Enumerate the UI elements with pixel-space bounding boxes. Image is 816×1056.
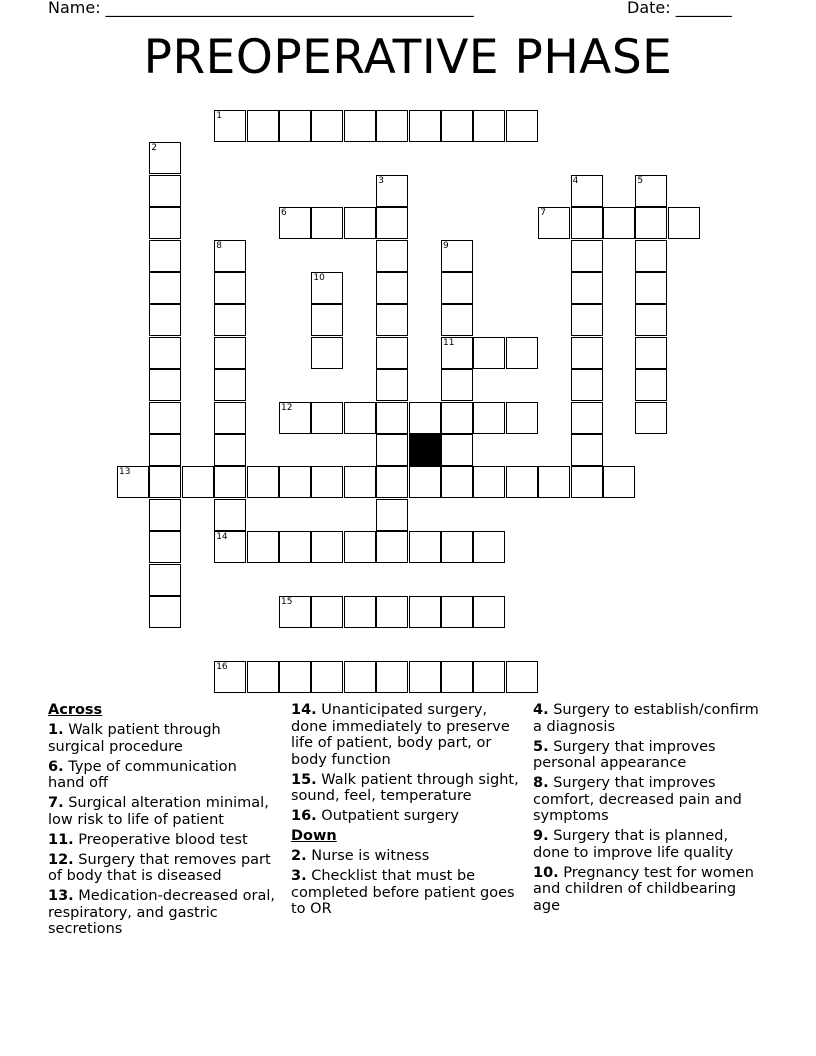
grid-cell[interactable]	[506, 110, 538, 142]
grid-cell[interactable]	[668, 207, 700, 239]
clue-text: Checklist that must be completed before patient goes to OR	[291, 868, 515, 917]
grid-cell[interactable]	[376, 272, 408, 304]
clue-number: 15	[281, 597, 293, 607]
clue-text: Preoperative blood test	[78, 831, 248, 848]
clue-heading-down: Down	[291, 828, 337, 844]
grid-cell[interactable]	[311, 110, 343, 142]
grid-cell[interactable]	[376, 434, 408, 466]
clue-text: Unanticipated surgery, done immediately to preserve life of patient, body part, or body function	[291, 702, 510, 768]
clue-number: 3	[378, 175, 384, 186]
grid-cell[interactable]	[441, 402, 473, 434]
grid-cell[interactable]	[214, 402, 246, 434]
clue-text: Surgery that improves personal appearance	[533, 738, 716, 771]
grid-cell[interactable]	[279, 207, 311, 239]
grid-cell[interactable]	[441, 531, 473, 563]
grid-cell[interactable]	[473, 402, 505, 434]
grid-cell[interactable]	[344, 661, 376, 693]
clue-number-label: 3.	[291, 868, 307, 884]
grid-cell[interactable]	[376, 661, 408, 693]
grid-cell[interactable]	[214, 304, 246, 336]
grid-cell[interactable]	[376, 531, 408, 563]
grid-cell[interactable]	[344, 596, 376, 628]
clue-item	[48, 759, 276, 792]
grid-cell[interactable]	[149, 337, 181, 369]
grid-cell[interactable]	[571, 207, 603, 239]
name-field[interactable]: Name: ______________________________________________	[48, 0, 474, 17]
clue-number-label: 11.	[48, 831, 74, 848]
clue-number-label: 5.	[533, 738, 549, 755]
grid-cell[interactable]	[571, 434, 603, 466]
grid-cell[interactable]	[149, 272, 181, 304]
clue-number-label: 2.	[291, 848, 307, 864]
clue-number-label: 13.	[48, 888, 74, 904]
grid-cell[interactable]	[473, 596, 505, 628]
clue-item	[533, 865, 761, 915]
grid-cell[interactable]	[635, 369, 667, 401]
grid-cell[interactable]	[473, 531, 505, 563]
grid-cell[interactable]	[409, 661, 441, 693]
grid-cell[interactable]	[344, 466, 376, 498]
clue-text: Type of communication hand off	[48, 758, 237, 791]
grid-cell[interactable]	[344, 531, 376, 563]
clue-item	[291, 702, 519, 768]
grid-cell[interactable]	[571, 240, 603, 272]
clue-item	[291, 848, 519, 865]
grid-cell[interactable]	[441, 337, 473, 369]
grid-cell[interactable]	[279, 110, 311, 142]
clue-text: Pregnancy test for women and children of childbearing age	[533, 864, 754, 914]
clue-item	[291, 772, 519, 805]
clue-item	[533, 828, 761, 861]
clue-number-label: 12.	[48, 851, 74, 868]
grid-cell[interactable]	[635, 337, 667, 369]
grid-cell[interactable]	[538, 207, 570, 239]
grid-cell[interactable]	[571, 466, 603, 498]
grid-cell[interactable]	[473, 337, 505, 369]
grid-cell[interactable]	[473, 466, 505, 498]
grid-cell[interactable]	[441, 596, 473, 628]
clue-item	[533, 739, 761, 772]
clue-number: 12	[281, 402, 293, 413]
grid-cell[interactable]	[506, 402, 538, 434]
clue-number: 11	[443, 337, 455, 348]
grid-cell[interactable]	[603, 466, 635, 498]
grid-cell[interactable]	[311, 337, 343, 369]
clue-item	[533, 775, 761, 825]
grid-cell[interactable]	[409, 596, 441, 628]
grid-cell[interactable]	[214, 110, 246, 142]
grid-cell[interactable]	[214, 337, 246, 369]
grid-cell[interactable]	[603, 207, 635, 239]
grid-cell[interactable]	[149, 175, 181, 207]
grid-cell[interactable]	[279, 466, 311, 498]
grid-cell[interactable]	[247, 661, 279, 693]
grid-cell[interactable]	[376, 240, 408, 272]
grid-cell[interactable]	[441, 110, 473, 142]
grid-cell[interactable]	[214, 499, 246, 531]
grid-cell[interactable]	[149, 499, 181, 531]
grid-cell[interactable]	[149, 240, 181, 272]
clue-text: Walk patient through surgical procedure	[48, 722, 221, 755]
clue-number-label: 7.	[48, 795, 64, 811]
clue-number: 13	[119, 467, 131, 478]
grid-cell[interactable]	[635, 207, 667, 239]
grid-cell[interactable]	[214, 272, 246, 304]
grid-cell[interactable]	[376, 466, 408, 498]
clue-text: Surgery that improves comfort, decreased pain and symptoms	[533, 775, 742, 824]
grid-cell[interactable]	[149, 531, 181, 563]
grid-cell[interactable]	[214, 240, 246, 272]
grid-cell[interactable]	[214, 434, 246, 466]
grid-cell[interactable]	[409, 402, 441, 434]
grid-cell[interactable]	[376, 369, 408, 401]
grid-cell[interactable]	[344, 402, 376, 434]
grid-cell[interactable]	[473, 110, 505, 142]
grid-cell[interactable]	[311, 304, 343, 336]
clue-column-2	[291, 702, 519, 921]
grid-cell[interactable]	[247, 466, 279, 498]
clue-text: Nurse is witness	[311, 848, 430, 864]
clue-column-1	[48, 702, 276, 941]
grid-cell[interactable]	[149, 142, 181, 174]
grid-cell[interactable]	[247, 531, 279, 563]
clue-text: Surgery that removes part of body that is diseased	[48, 851, 271, 884]
grid-cell[interactable]	[149, 304, 181, 336]
clue-item	[48, 852, 276, 885]
clue-number-label: 6.	[48, 758, 64, 775]
grid-cell[interactable]	[311, 402, 343, 434]
grid-cell[interactable]	[571, 175, 603, 207]
clue-number: 6	[281, 208, 287, 219]
grid-cell[interactable]	[571, 369, 603, 401]
grid-cell[interactable]	[214, 369, 246, 401]
clue-number: 7	[540, 208, 546, 219]
clue-item	[48, 722, 276, 755]
grid-cell[interactable]	[279, 402, 311, 434]
clue-heading-across: Across	[48, 702, 103, 718]
grid-cell[interactable]	[409, 466, 441, 498]
clue-number-label: 9.	[533, 828, 549, 844]
clue-number: 2	[151, 143, 158, 154]
grid-cell[interactable]	[117, 466, 149, 498]
grid-cell[interactable]	[149, 564, 181, 596]
clue-number: 5	[637, 175, 644, 186]
clue-number-label: 4.	[533, 702, 549, 718]
grid-cell[interactable]	[571, 337, 603, 369]
grid-cell[interactable]	[279, 596, 311, 628]
grid-cell[interactable]	[311, 466, 343, 498]
clue-number-label: 15.	[291, 771, 317, 788]
black-cell	[409, 434, 441, 466]
grid-cell[interactable]	[571, 272, 603, 304]
grid-cell[interactable]	[376, 337, 408, 369]
grid-cell[interactable]	[149, 434, 181, 466]
grid-cell[interactable]	[311, 531, 343, 563]
clue-item	[291, 868, 519, 918]
grid-cell[interactable]	[538, 466, 570, 498]
page-title: PREOPERATIVE PHASE	[143, 30, 673, 85]
clue-number: 14	[216, 532, 228, 543]
grid-cell[interactable]	[182, 466, 214, 498]
grid-cell[interactable]	[344, 207, 376, 239]
grid-cell[interactable]	[441, 661, 473, 693]
clue-number: 16	[216, 661, 228, 672]
clue-number: 10	[313, 273, 325, 283]
grid-cell[interactable]	[635, 175, 667, 207]
grid-cell[interactable]	[149, 596, 181, 628]
clue-number-label: 8.	[533, 775, 549, 791]
grid-cell[interactable]	[473, 661, 505, 693]
grid-cell[interactable]	[311, 207, 343, 239]
grid-cell[interactable]	[149, 207, 181, 239]
grid-cell[interactable]	[635, 304, 667, 336]
grid-cell[interactable]	[279, 661, 311, 693]
grid-cell[interactable]	[409, 110, 441, 142]
grid-cell[interactable]	[214, 531, 246, 563]
grid-cell[interactable]	[506, 661, 538, 693]
grid-cell[interactable]	[376, 596, 408, 628]
grid-cell[interactable]	[149, 402, 181, 434]
grid-cell[interactable]	[376, 207, 408, 239]
grid-cell[interactable]	[247, 110, 279, 142]
grid-cell[interactable]	[376, 304, 408, 336]
grid-cell[interactable]	[635, 272, 667, 304]
clue-text: Surgery that is planned, done to improve life quality	[533, 828, 734, 861]
grid-cell[interactable]	[441, 466, 473, 498]
clue-text: Walk patient through sight, sound, feel, temperature	[291, 771, 519, 804]
grid-cell[interactable]	[441, 272, 473, 304]
clue-text: Surgical alteration minimal, low risk to life of patient	[48, 795, 269, 828]
clue-number: 1	[216, 111, 222, 121]
grid-cell[interactable]	[214, 466, 246, 498]
clue-text: Surgery to establish/confirm a diagnosis	[533, 702, 759, 735]
grid-cell[interactable]	[441, 240, 473, 272]
clue-number-label: 14.	[291, 702, 317, 718]
clue-item	[48, 888, 276, 938]
grid-cell[interactable]	[409, 531, 441, 563]
grid-cell[interactable]	[311, 596, 343, 628]
grid-cell[interactable]	[506, 466, 538, 498]
grid-cell[interactable]	[441, 369, 473, 401]
grid-cell[interactable]	[344, 110, 376, 142]
grid-cell[interactable]	[376, 402, 408, 434]
grid-cell[interactable]	[376, 499, 408, 531]
clue-number-label: 10.	[533, 864, 559, 881]
clue-number: 4	[572, 175, 579, 186]
date-field[interactable]: Date: _______	[627, 0, 732, 17]
clue-column-3	[533, 702, 761, 918]
clue-item	[291, 808, 519, 825]
clue-number-label: 16.	[291, 808, 317, 824]
clue-item	[48, 795, 276, 828]
grid-cell[interactable]	[635, 240, 667, 272]
grid-cell[interactable]	[311, 661, 343, 693]
clue-text: Medication-decreased oral, respiratory, and gastric secretions	[48, 888, 276, 937]
clue-number: 9	[443, 240, 449, 251]
clue-number-label: 1.	[48, 722, 64, 738]
grid-cell[interactable]	[376, 175, 408, 207]
grid-cell[interactable]	[376, 110, 408, 142]
grid-cell[interactable]	[149, 369, 181, 401]
clue-item	[533, 702, 761, 735]
grid-cell[interactable]	[506, 337, 538, 369]
grid-cell[interactable]	[311, 272, 343, 304]
grid-cell[interactable]	[149, 466, 181, 498]
clue-item	[48, 832, 276, 849]
clue-number: 8	[216, 240, 222, 251]
grid-cell[interactable]	[441, 304, 473, 336]
grid-cell[interactable]	[214, 661, 246, 693]
grid-cell[interactable]	[571, 402, 603, 434]
grid-cell[interactable]	[571, 304, 603, 336]
clue-text: Outpatient surgery	[321, 808, 459, 824]
grid-cell[interactable]	[635, 402, 667, 434]
grid-cell[interactable]	[279, 531, 311, 563]
grid-cell[interactable]	[441, 434, 473, 466]
